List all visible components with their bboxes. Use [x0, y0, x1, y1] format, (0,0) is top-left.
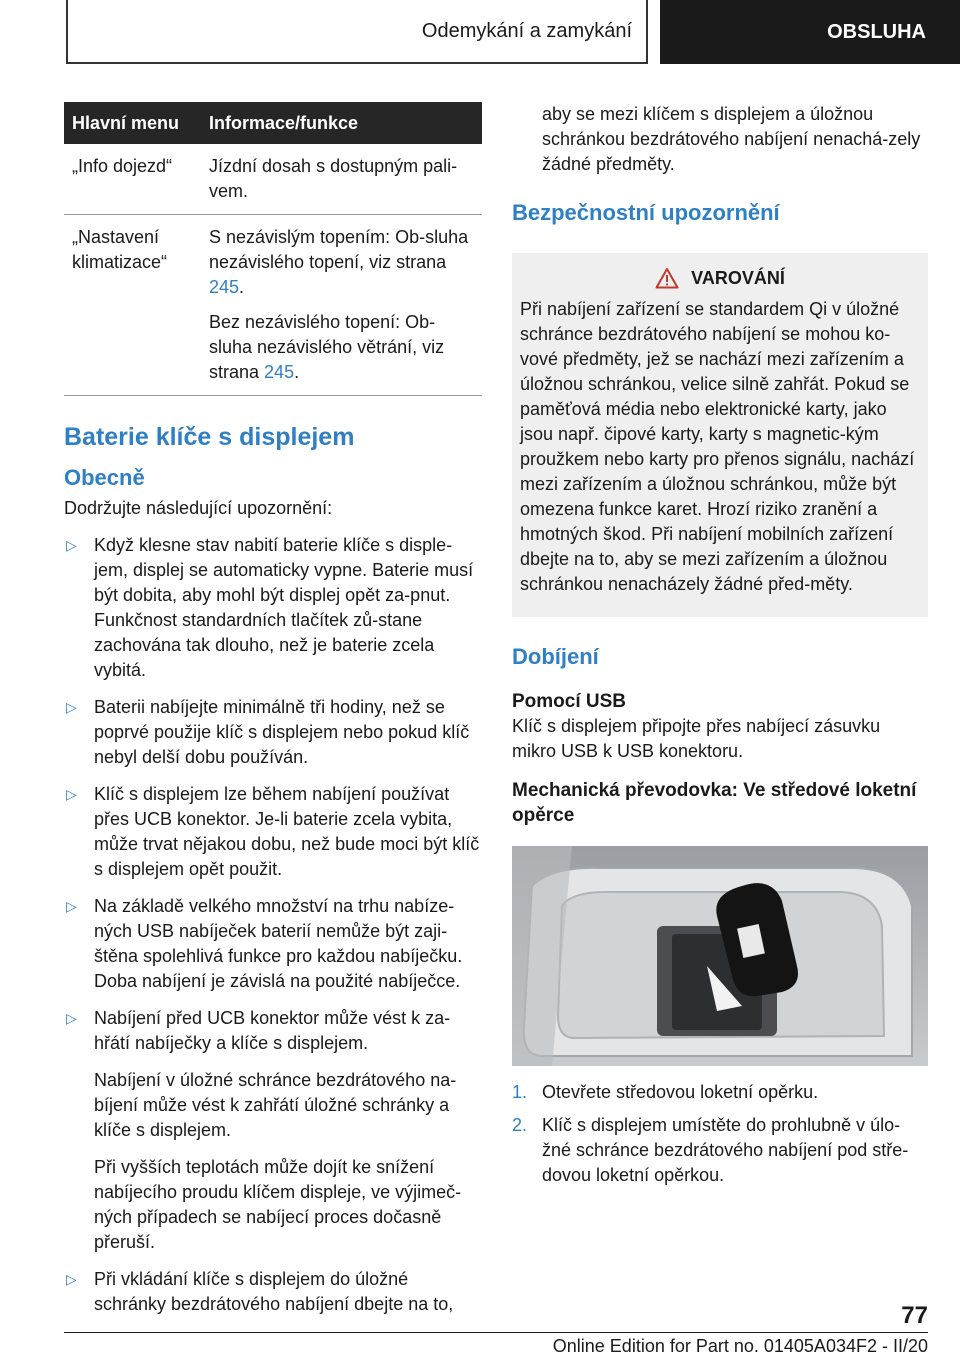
list-item	[64, 1006, 482, 1255]
step-text: Klíč s displejem umístěte do prohlubně v úlo-žné schránce bezdrátového nabíjení pod stře-dovou loketní opěrkou.	[542, 1115, 909, 1185]
table-row	[64, 144, 482, 215]
table-text: S nezávislým topením: Ob-sluha nezávislého topení, viz strana	[209, 227, 469, 272]
subsection-heading: Obecně	[64, 465, 145, 490]
table-header-row	[64, 102, 482, 144]
list-item	[64, 695, 482, 770]
list-item-text: Na základě velkého množství na trhu nabíze-ných USB nabíječek baterií nemůže být zaji-štěna spolehlivá funkce pro každou nabíječku. Doba nabíjení je závislá na použité nabíječce.	[94, 896, 463, 991]
table-cell: Jízdní dosah s dostupným pali-vem.	[201, 144, 482, 215]
left-column	[64, 102, 482, 1329]
list-item-text: Klíč s displejem lze během nabíjení používat přes UCB konektor. Je-li baterie zcela vybita, může trvat nějakou dobu, než bude moci být klíč s displejem opět použit.	[94, 784, 480, 879]
warning-text: Při nabíjení zařízení se standardem Qi v úložné schránce bezdrátového nabíjení se mohou ko-vové předměty, jež se nachází mezi zařízením a úložnou schránkou, velice silně zahřát. Pokud se paměťová média nebo elektronické karty, jako jsou např. čipové karty, karty s magnetic-kým proužkem nebo karty pro přenos signálu, nachází mezi zařízením a úložnou schránkou, může být omezena funkce karet. Hrozí riziko zranění a hmotných škod. Při nabíjení mobilních zařízení dbejte na to, aby se mezi zařízením a úložnou schránkou nenacházely žádné před-měty.	[520, 299, 915, 594]
page-link[interactable]: 245	[209, 277, 240, 297]
bullet-list	[64, 533, 482, 1317]
list-item-text: Při vyšších teplotách může dojít ke snížení nabíjecího proudu klíčem displeje, ve výjimeč-ných případech se nabíjecí proces dočasně přeruší.	[94, 1157, 462, 1252]
warning-label: VAROVÁNÍ	[691, 267, 785, 288]
list-item	[64, 782, 482, 882]
list-item	[64, 1267, 482, 1317]
page-link[interactable]: 245	[264, 362, 295, 382]
section-heading: Bezpečnostní upozornění	[512, 200, 780, 225]
triangle-right-icon: ▷	[66, 898, 77, 914]
table-paragraph	[209, 310, 474, 385]
table-text: Bez nezávislého topení: Ob-sluha nezávislého větrání, viz strana	[209, 312, 445, 382]
list-item-text: Když klesne stav nabití baterie klíče s disple-jem, displej se automaticky vypne. Baterie musí být dobita, aby mohl být displej opět za-pnut. Funkčnost standardních tlačítek zů-stane zachována tak dlouho, než je baterie zcela vybitá.	[94, 535, 474, 680]
footer-edition: Online Edition for Part no. 01405A034F2 - II/20	[552, 1336, 928, 1356]
triangle-right-icon: ▷	[66, 1271, 77, 1287]
subsection-heading: Pomocí USB	[512, 691, 627, 712]
subsection-heading: Mechanická převodovka: Ve středové loketní opěrce	[512, 780, 917, 826]
triangle-right-icon: ▷	[66, 1010, 77, 1026]
table-row	[64, 215, 482, 396]
list-item	[64, 894, 482, 994]
steps-list	[512, 1080, 928, 1188]
table-header-main-menu: Hlavní menu	[64, 102, 201, 144]
section-heading: Dobíjení	[512, 644, 599, 669]
period: .	[239, 277, 245, 297]
list-item	[512, 1080, 928, 1105]
warning-triangle-icon	[655, 267, 679, 289]
warning-header	[520, 267, 920, 289]
list-item-text: Nabíjení před UCB konektor může vést k za-hřátí nabíječky a klíče s displejem.	[94, 1008, 451, 1053]
table-cell: „Info dojezd“	[64, 144, 201, 215]
list-item	[64, 533, 482, 683]
right-column	[512, 102, 928, 1196]
table-header-info: Informace/funkce	[201, 102, 482, 144]
list-item-text: Nabíjení v úložné schránce bezdrátového na-bíjení může vést k zahřátí úložné schránky a klíče s displejem.	[94, 1070, 457, 1140]
intro-text: Dodržujte následující upozornění:	[64, 498, 333, 518]
period: .	[294, 362, 300, 382]
table-cell	[201, 215, 482, 396]
running-header-chapter	[660, 0, 960, 64]
step-number: 2.	[512, 1115, 528, 1135]
chapter-title: OBSLUHA	[827, 20, 926, 43]
running-header-section	[66, 0, 648, 64]
footer-divider	[64, 1332, 928, 1333]
armrest-charging-photo	[512, 846, 928, 1066]
page-number: 77	[901, 1302, 928, 1329]
triangle-right-icon: ▷	[66, 786, 77, 802]
step-text: Otevřete středovou loketní opěrku.	[542, 1082, 819, 1102]
table-cell: „Nastavení klimatizace“	[64, 215, 201, 396]
table-paragraph	[209, 225, 474, 300]
usb-text: Klíč s displejem připojte přes nabíjecí zásuvku mikro USB k USB konektoru.	[512, 716, 881, 761]
step-number: 1.	[512, 1082, 528, 1102]
triangle-right-icon: ▷	[66, 699, 77, 715]
list-item	[512, 1113, 928, 1188]
triangle-right-icon: ▷	[66, 537, 77, 553]
warning-box	[512, 253, 928, 617]
section-title: Odemykání a zamykání	[421, 19, 632, 42]
list-item-text: Při vkládání klíče s displejem do úložné schránky bezdrátového nabíjení dbejte na to,	[94, 1269, 454, 1314]
list-item-text: Baterii nabíjejte minimálně tři hodiny, než se poprvé použije klíč s displejem nebo pokud klíč nebyl delší dobu používán.	[94, 697, 470, 767]
continuation-text: aby se mezi klíčem s displejem a úložnou schránkou bezdrátového nabíjení nenachá-zely žádné předměty.	[542, 104, 921, 174]
section-heading: Baterie klíče s displejem	[64, 423, 355, 451]
menu-table	[64, 102, 482, 396]
